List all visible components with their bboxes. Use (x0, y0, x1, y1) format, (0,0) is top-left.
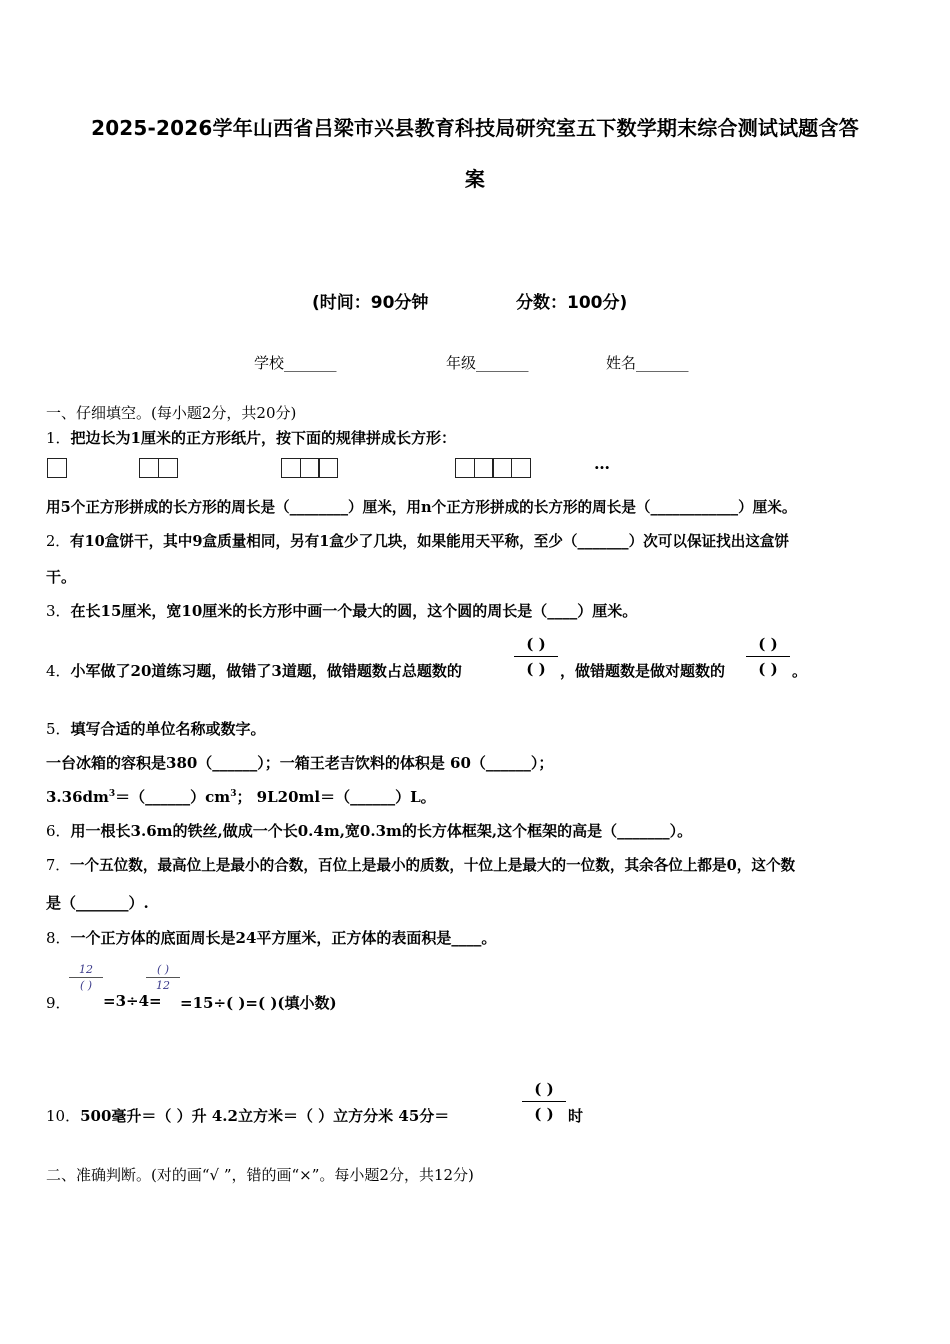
small-fraction-1 (69, 963, 103, 992)
question-number: 4． (46, 662, 71, 680)
unit-square (281, 458, 301, 478)
fraction-numerator: ( ) (758, 635, 778, 653)
question-9-middle: =3÷4= (103, 992, 162, 1010)
small-fraction-2 (146, 963, 180, 992)
question-7-line2: 是（_______）. (46, 894, 149, 912)
question-text: 一个五位数，最高位上是最小的合数，百位上是最小的质数，十位上是最大的一位数，其余各位上都是0，这个数 (69, 857, 796, 874)
question-text: 把边长为1厘米的正方形纸片，按下面的规律拼成长方形： (70, 429, 456, 447)
fraction-denominator: ( ) (526, 660, 546, 678)
question-5-line3 (46, 786, 436, 807)
fraction-blank-2 (746, 634, 790, 679)
question-number: 6． (46, 822, 71, 840)
doc-title-line2: 案 (464, 167, 486, 191)
question-4 (46, 660, 462, 681)
volume-value: 3.36dm (46, 788, 109, 806)
question-text: 小军做了20道练习题，做错了3道题，做错题数占总题数的 (70, 662, 462, 680)
question-2-line2: 干。 (46, 568, 77, 586)
question-text: 用一根长3.6m的铁丝,做成一个长0.4m,宽0.3m的长方体框架,这个框架的高是（_______）。 (70, 822, 693, 840)
exponent: 3 (108, 789, 116, 799)
doc-title-line1: 2025-2026学年山西省吕梁市兴县教育科技局研究室五下数学期末综合测试试题含答 (91, 116, 859, 140)
fraction-numerator: ( ) (156, 963, 170, 976)
question-text: 在长15厘米，宽10厘米的长方形中画一个最大的圆，这个圆的周长是（____）厘米。 (70, 602, 638, 620)
question-number: 7． (46, 857, 70, 874)
pattern-ellipsis: … (594, 454, 610, 473)
exponent: 3 (230, 789, 237, 799)
fraction-denominator: ( ) (758, 660, 778, 678)
section2-heading: 二、准确判断。(对的画“√ ”，错的画“×”。每小题2分，共12分) (46, 1166, 474, 1184)
question-number: 5． (46, 720, 71, 738)
unit-square (300, 458, 320, 478)
fraction-denominator: ( ) (534, 1105, 554, 1123)
fraction-numerator: ( ) (526, 635, 546, 653)
question-2 (46, 530, 789, 551)
question-text: 一个正方体的底面周长是24平方厘米，正方体的表面积是____。 (70, 929, 497, 947)
fraction-bar (514, 656, 558, 657)
fraction-bar (522, 1101, 566, 1102)
question-9-number (46, 992, 71, 1013)
fraction-numerator: 12 (79, 963, 93, 976)
question-number: 8． (46, 929, 71, 947)
unit-square (47, 458, 67, 478)
question-10 (46, 1105, 449, 1126)
question-number: 10． (46, 1107, 81, 1125)
square-pattern-1 (47, 458, 66, 478)
fraction-blank-1 (514, 634, 558, 679)
question-number: 1． (46, 429, 71, 447)
question-9-tail: =15÷( )=( )(填小数) (180, 994, 337, 1012)
question-5-line2: 一台冰箱的容积是380（______）；一箱王老吉饮料的体积是 60（______）； (46, 754, 554, 772)
fraction-bar (746, 656, 790, 657)
exam-score: 分数：100分) (516, 293, 628, 313)
square-pattern-3 (281, 458, 337, 478)
question-8 (46, 927, 496, 948)
question-1 (46, 427, 456, 448)
fraction-numerator: ( ) (534, 1080, 554, 1098)
question-7 (46, 854, 795, 875)
fraction-blank-3 (522, 1079, 566, 1124)
unit-square (318, 458, 338, 478)
square-pattern-2 (139, 458, 176, 478)
question-4-middle: ，做错题数是做对题数的 (560, 662, 726, 680)
question-4-end: 。 (792, 662, 808, 680)
question-number: 9． (46, 994, 71, 1012)
question-number: 3． (46, 602, 71, 620)
question-5 (46, 718, 266, 739)
grade-field: 年级_______ (446, 354, 529, 372)
section1-heading: 一、仔细填空。(每小题2分，共20分) (46, 404, 297, 422)
square-pattern-4 (455, 458, 529, 478)
question-3 (46, 600, 637, 621)
question-6 (46, 820, 692, 841)
unit-square (511, 458, 531, 478)
school-field: 学校_______ (254, 354, 337, 372)
conversion-text: ＝（______）cm (115, 788, 231, 806)
question-10-unit: 时 (568, 1107, 584, 1125)
unit-square (492, 458, 512, 478)
question-text: 填写合适的单位名称或数字。 (70, 720, 266, 738)
fraction-bar (69, 977, 103, 978)
unit-square (474, 458, 494, 478)
unit-square (158, 458, 178, 478)
exam-time: (时间：90分钟 (312, 293, 429, 313)
fraction-bar (146, 977, 180, 978)
unit-square (139, 458, 159, 478)
name-field: 姓名_______ (606, 354, 689, 372)
question-number: 2． (46, 533, 70, 550)
conversion-text-2: ； 9L20ml＝（______）L。 (236, 788, 436, 806)
fraction-denominator: 12 (156, 979, 170, 992)
unit-square (455, 458, 475, 478)
question-text: 有10盒饼干，其中9盒质量相同，另有1盒少了几块，如果能用天平称，至少（_______）次可以保证找出这盒饼 (69, 533, 790, 550)
question-1-line2: 用5个正方形拼成的长方形的周长是（________）厘米，用n个正方形拼成的长方形的周长是（____________）厘米。 (46, 499, 797, 516)
fraction-denominator: ( ) (79, 979, 93, 992)
question-text: 500毫升＝（ ）升 4.2立方米＝（ ）立方分米 45分＝ (80, 1107, 450, 1125)
